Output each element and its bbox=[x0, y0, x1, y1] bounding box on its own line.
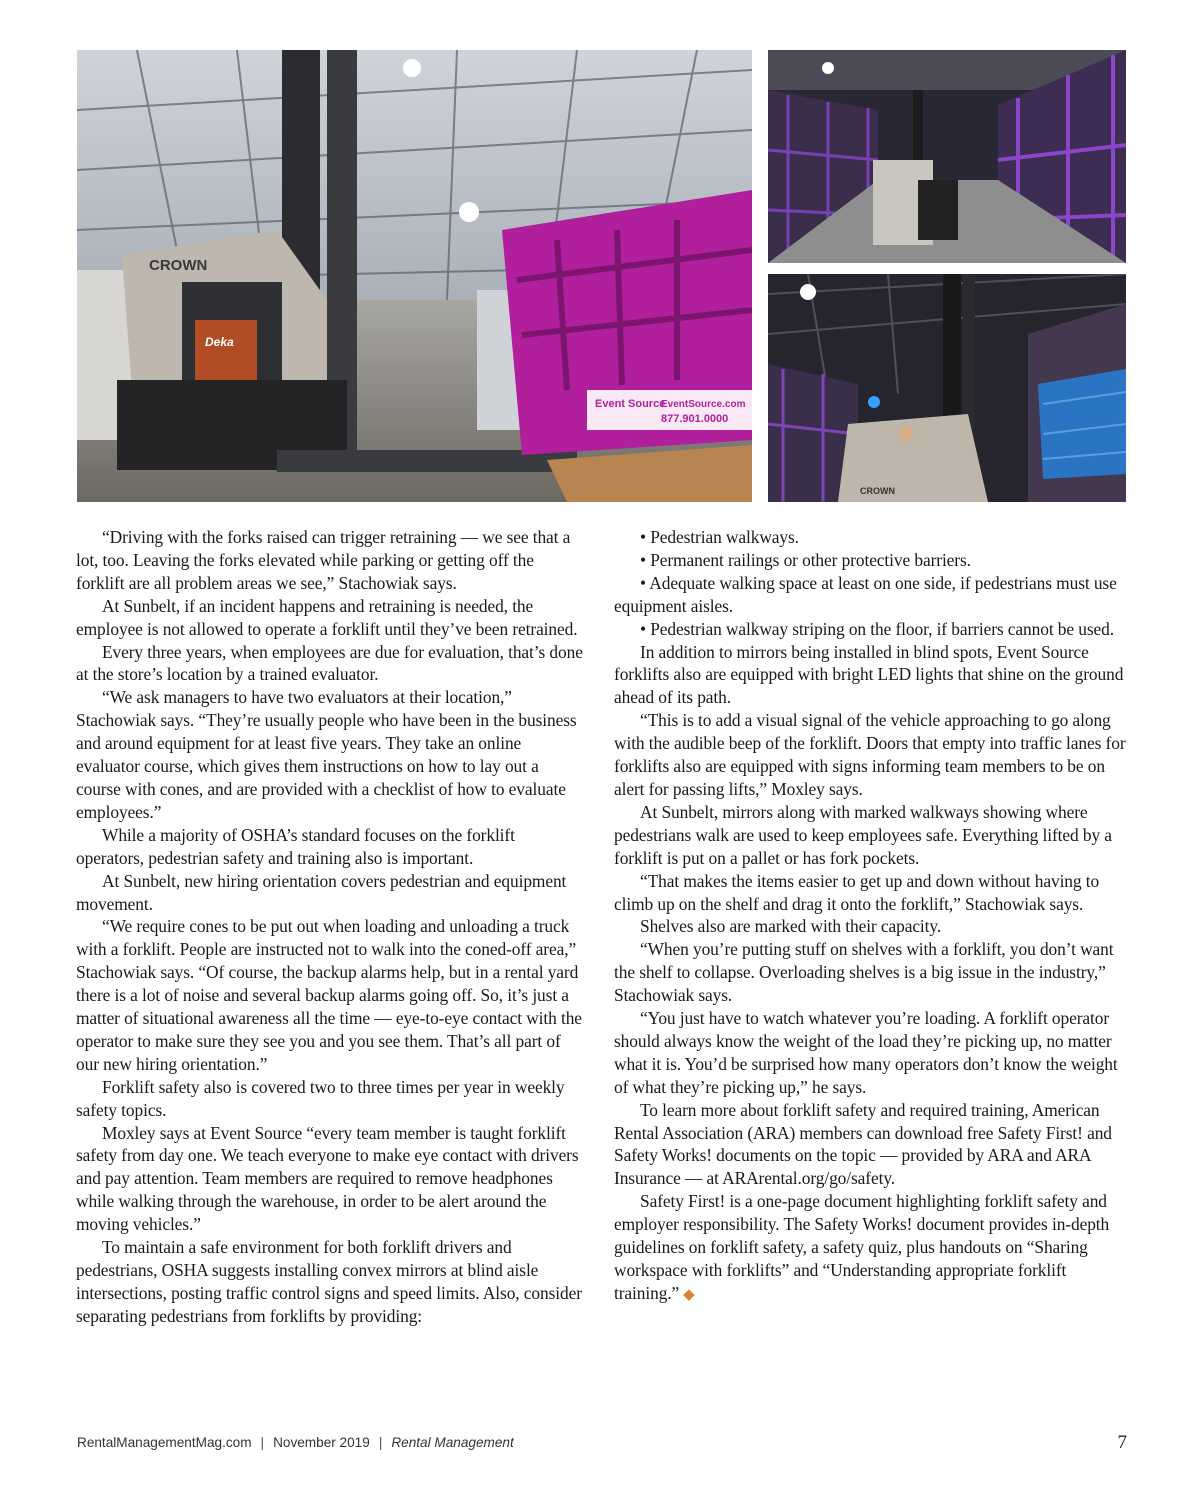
paragraph-text: Safety First! is a one-page document highlighting forklift safety and employer responsibility. The Safety Works! document provides in-depth guidelines on forklift safety, a safety quiz, plus handouts on “Sharing workspace with forklifts” and “Understanding appropriate forklift training.” bbox=[614, 1191, 1110, 1303]
paragraph: “You just have to watch whatever you’re loading. A forklift operator should always know the weight of the load they’re picking up, no matter what it is. You’d be surprised how many operators don’t know the weight of what they’re picking up,” he says. bbox=[614, 1008, 1118, 1097]
paragraph: Moxley says at Event Source “every team member is taught forklift safety from day one. We teach everyone to make eye contact with drivers and pay attention. Team members are required to remove headphones while walking through the warehouse, in order to be alert around the moving vehicles.” bbox=[76, 1122, 579, 1235]
paragraph: “Driving with the forks raised can trigger retraining — we see that a lot, too. Leaving the forks elevated while parking or getting off the forklift are all problem areas we see,” Stachowiak says. bbox=[76, 527, 571, 593]
brand-label: CROWN bbox=[149, 257, 208, 274]
paragraph: While a majority of OSHA’s standard focuses on the forklift operators, pedestrian safety and training also is important. bbox=[76, 824, 515, 868]
page-number: 7 bbox=[1117, 1432, 1127, 1453]
footer-issue: November 2019 bbox=[273, 1435, 370, 1450]
paragraph: Forklift safety also is covered two to three times per year in weekly safety topics. bbox=[76, 1076, 565, 1120]
footer-site: RentalManagementMag.com bbox=[77, 1435, 252, 1450]
paragraph: “When you’re putting stuff on shelves with a forklift, you don’t want the shelf to collapse. Overloading shelves is a big issue in the industry,” Stachowiak says. bbox=[614, 939, 1114, 1006]
end-diamond-icon: ◆ bbox=[683, 1286, 695, 1303]
crate-phone-label: 877.901.0000 bbox=[661, 413, 729, 425]
paragraph: At Sunbelt, if an incident happens and retraining is needed, the employee is not allowed to operate a forklift until they’ve been retrained. bbox=[76, 595, 578, 639]
bullet-item: • Pedestrian walkways. bbox=[640, 527, 799, 547]
paragraph: “We ask managers to have two evaluators at their location,” Stachowiak says. “They’re usually people who have been in the business and around equipment for at least five years. They take an online evaluator course, which gives them instructions on how to lay out a course with cones, and are provided with a checklist of how to evaluate employees.” bbox=[76, 687, 577, 822]
footer-magazine: Rental Management bbox=[391, 1435, 514, 1450]
warehouse-aisle-photo bbox=[768, 50, 1126, 263]
paragraph: In addition to mirrors being installed in blind spots, Event Source forklifts also are equipped with bright LED lights that shine on the ground ahead of its path. bbox=[614, 641, 1124, 708]
article-column-left bbox=[76, 526, 586, 1328]
paragraph-final bbox=[614, 1190, 1126, 1307]
paragraph: To learn more about forklift safety and required training, American Rental Association (ARA) members can download free Safety First! and Safety Works! documents on the topic — provided by ARA and ARA Insurance — at ARArental.org/go/safety. bbox=[614, 1099, 1112, 1189]
crate-brand-label: Event Source bbox=[595, 398, 666, 410]
paragraph: At Sunbelt, mirrors along with marked walkways showing where pedestrians walk are used to keep employees safe. Everything lifted by a forklift is put on a pallet or has fork pockets. bbox=[614, 801, 1112, 868]
paragraph: Shelves also are marked with their capacity. bbox=[640, 916, 942, 937]
paragraph: To maintain a safe environment for both forklift drivers and pedestrians, OSHA suggests installing convex mirrors at blind aisle intersections, posting traffic control signs and speed limits. Also, consider separating pedestrians from forklifts by providing: bbox=[76, 1237, 582, 1326]
brand-label-small: CROWN bbox=[860, 486, 895, 496]
footer-separator: | bbox=[378, 1435, 383, 1450]
forklift-photo bbox=[77, 50, 752, 502]
bullet-item: • Pedestrian walkway striping on the floor, if barriers cannot be used. bbox=[640, 618, 1114, 639]
page-footer bbox=[77, 1432, 1127, 1453]
crate-site-label: EventSource.com bbox=[661, 399, 746, 410]
paragraph: At Sunbelt, new hiring orientation covers pedestrian and equipment movement. bbox=[76, 870, 567, 914]
paragraph: “We require cones to be put out when loading and unloading a truck with a forklift. People are instructed not to walk into the coned-off area,” Stachowiak says. “Of course, the backup alarms help, but in a rental yard there is a lot of noise and several backup alarms going off. So, it’s just a matter of situational awareness all the time — eye-to-eye contact with the operator to make sure they see you and you see them. That’s all part of our new hiring orientation.” bbox=[76, 916, 582, 1074]
bullet-item: • Permanent railings or other protective barriers. bbox=[640, 549, 971, 570]
operator-forklift-photo bbox=[768, 274, 1126, 502]
paragraph: “This is to add a visual signal of the vehicle approaching to go along with the audible beep of the forklift. Doors that empty into traffic lanes for forklifts also are equipped with signs informing team members to be on alert for passing lifts,” Moxley says. bbox=[614, 710, 1126, 799]
paragraph: “That makes the items easier to get up and down without having to climb up on the shelf and drag it onto the forklift,” Stachowiak says. bbox=[614, 870, 1100, 914]
bullet-item: • Adequate walking space at least on one side, if pedestrians must use equipment aisles. bbox=[614, 572, 1117, 616]
article-column-right bbox=[614, 526, 1126, 1307]
footer-separator: | bbox=[260, 1435, 265, 1450]
paragraph: Every three years, when employees are due for evaluation, that’s done at the store’s location by a trained evaluator. bbox=[76, 641, 583, 685]
battery-label: Deka bbox=[205, 335, 234, 349]
